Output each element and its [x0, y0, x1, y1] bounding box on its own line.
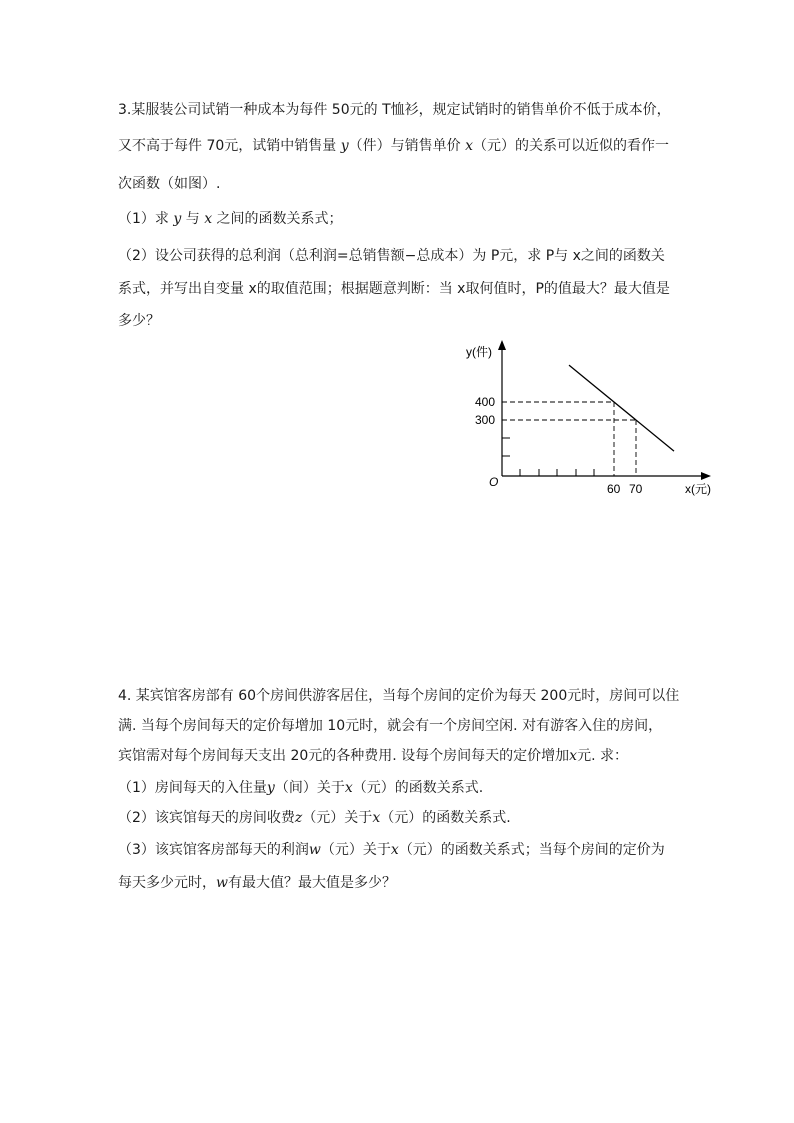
p4-q3-b: （元）关于 — [320, 842, 391, 858]
p4-q1-a: （1）房间每天的入住量 — [118, 780, 267, 796]
var-x: x — [569, 748, 578, 764]
var-x: x — [465, 138, 473, 154]
p4-q2-b: （元）关于 — [302, 810, 373, 826]
p4-q1-b: （间）关于 — [274, 780, 345, 796]
axes — [498, 340, 711, 480]
p4-line3 — [118, 746, 628, 766]
var-y: y — [173, 211, 182, 227]
p4-line3-a: 宾馆需对每个房间每天支出 20元的各种费用. 设每个房间每天的定价增加 — [118, 748, 570, 764]
p3-line2-c: （元）的关系可以近似的看作一 — [473, 138, 669, 154]
p4-q3-line2-a: 每天多少元时， — [118, 875, 216, 891]
tick-marks — [502, 438, 594, 476]
x-tick-label-70: 70 — [629, 482, 643, 496]
p3-q2-line2: 系式，并写出自变量 x的取值范围；根据题意判断：当 x取何值时，P的值最大？最大值是 — [118, 281, 670, 297]
p4-line3-b: 元. 求： — [577, 748, 628, 764]
linear-function-line — [569, 365, 674, 451]
var-w: w — [308, 842, 321, 858]
origin-label: O — [489, 475, 499, 489]
var-w: w — [216, 875, 228, 891]
p3-line3: 次函数（如图）. — [118, 176, 221, 192]
x-axis-arrow — [701, 472, 711, 480]
p4-q3-line2-b: 有最大值？最大值是多少？ — [227, 875, 396, 891]
y-tick-label-300: 300 — [475, 413, 496, 427]
p4-q2-c: （元）的函数关系式. — [380, 810, 511, 826]
p3-q1-b: 与 — [181, 211, 205, 227]
y-tick-label-400: 400 — [475, 395, 496, 409]
var-z: z — [294, 810, 303, 826]
var-x: x — [390, 842, 399, 858]
dashed-guides — [502, 402, 636, 476]
p4-q3-line2 — [118, 873, 396, 893]
var-x: x — [344, 780, 353, 796]
series — [569, 365, 674, 451]
var-y: y — [266, 780, 275, 796]
p4-line2: 满. 当每个房间每天的定价每增加 10元时，就会有一个房间空闲. 对有游客入住的房间， — [118, 718, 663, 734]
x-axis-label: x(元) — [685, 482, 711, 496]
p4-q3-line1 — [118, 840, 665, 860]
var-x: x — [372, 810, 381, 826]
p3-q1-c: 之间的函数关系式； — [212, 211, 343, 227]
p3-q2-line3: 多少？ — [118, 313, 160, 329]
p3-line2-b: （件）与销售单价 — [348, 138, 466, 154]
p3-q1-a: （1）求 — [118, 211, 174, 227]
p4-q3-a: （3）该宾馆客房部每天的利润 — [118, 842, 309, 858]
p4-q3-c: （元）的函数关系式；当每个房间的定价为 — [398, 842, 665, 858]
p3-line2-a: 又不高于每件 70元，试销中销售量 — [118, 138, 341, 154]
p3-q2-line1: （2）设公司获得的总利润（总利润=总销售额−总成本）为 P元，求 P与 x之间的函数关 — [118, 248, 665, 264]
var-y: y — [340, 138, 349, 154]
p4-q2-a: （2）该宾馆每天的房间收费 — [118, 810, 295, 826]
x-tick-label-60: 60 — [607, 482, 621, 496]
p4-line1: 4. 某宾馆客房部有 60个房间供游客居住，当每个房间的定价为每天 200元时，房间可以住 — [118, 688, 680, 704]
p4-q1 — [118, 778, 483, 798]
y-axis-label: y(件) — [466, 345, 492, 359]
p3-line1: 3.某服装公司试销一种成本为每件 50元的 T恤衫，规定试销时的销售单价不低于成本价， — [118, 102, 671, 118]
p4-q2 — [118, 808, 511, 828]
var-x: x — [204, 211, 213, 227]
p4-q1-c: （元）的函数关系式. — [352, 780, 484, 796]
y-axis-arrow — [498, 340, 506, 350]
